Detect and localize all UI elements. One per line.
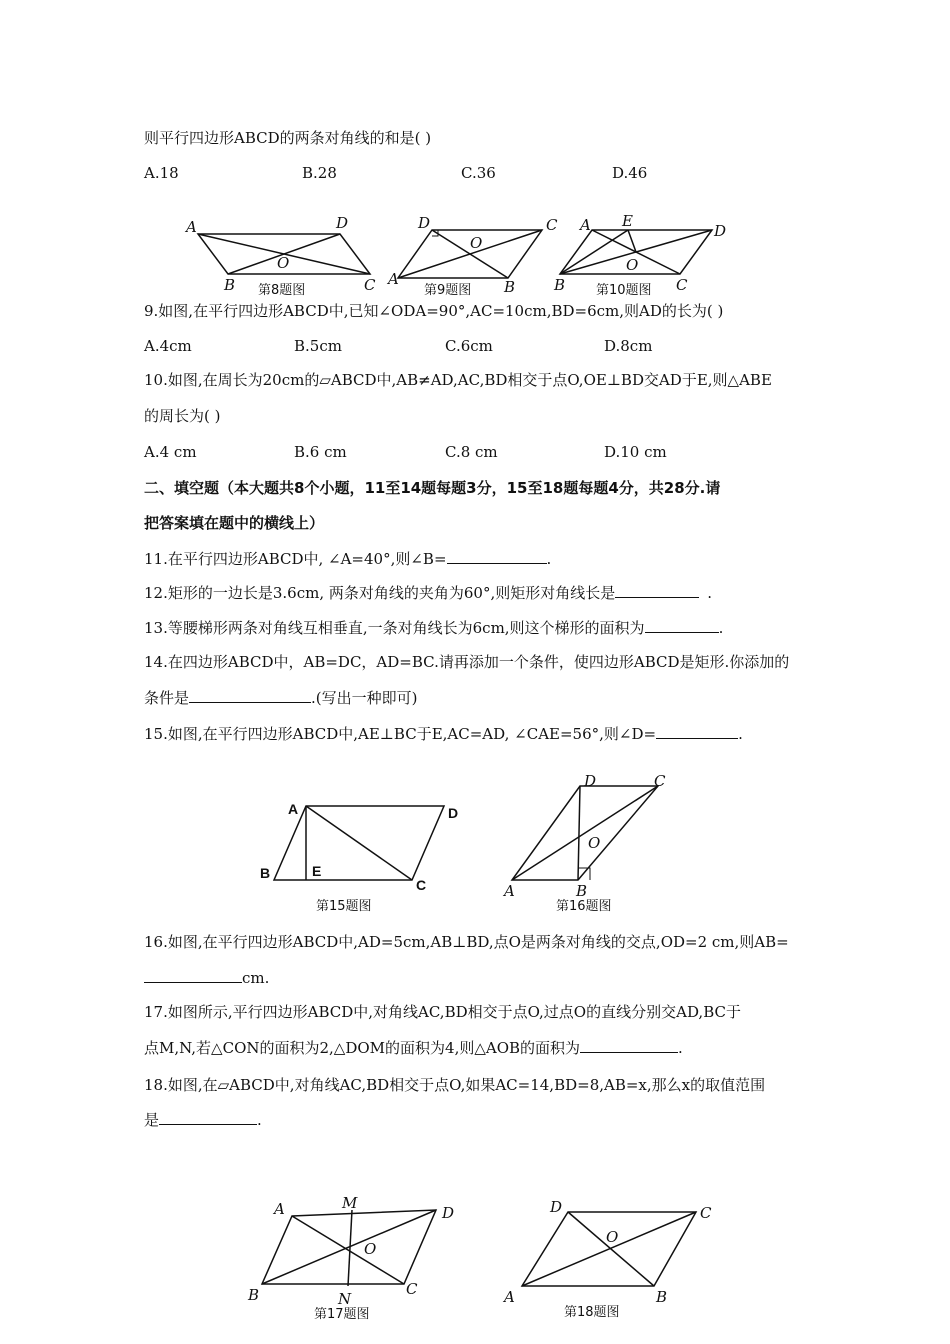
fig17-label-d: D <box>442 1204 455 1222</box>
fig15-label-e: E <box>312 863 322 879</box>
fig16-label-a: A <box>504 882 515 900</box>
fig18-label-b: B <box>656 1288 668 1306</box>
fig17-label-o: O <box>364 1240 377 1258</box>
q18-end: . <box>257 1111 262 1129</box>
q16-answer-blank[interactable] <box>144 968 242 983</box>
q18-line2 <box>144 1110 262 1130</box>
fig16-label-b: B <box>576 882 588 900</box>
q17-text: 点M,N,若△CON的面积为2,△DOM的面积为4,则△AOB的面积为 <box>144 1039 581 1057</box>
q13-answer-blank[interactable] <box>645 618 719 633</box>
q18-line1: 18.如图,在▱ABCD中,对角线AC,BD相交于点O,如果AC=14,BD=8,AB=x,那么x的取值范围 <box>144 1076 766 1094</box>
q10-option-d: D.10 cm <box>604 443 667 461</box>
q10-option-b: B.6 cm <box>294 443 347 461</box>
fig15-label-a: A <box>288 801 299 817</box>
fig9-caption: 第9题图 <box>424 283 472 298</box>
q14-line1: 14.在四边形ABCD中，AB=DC，AD=BC.请再添加一个条件，使四边形ABCD是矩形.你添加的 <box>144 653 790 671</box>
q8-option-a: A.18 <box>144 164 179 182</box>
figure-18 <box>500 1190 720 1326</box>
q8-stem: 则平行四边形ABCD的两条对角线的和是( ) <box>144 129 432 147</box>
fig8-label-b: B <box>224 276 236 294</box>
fig16-label-o: O <box>588 834 601 852</box>
q16-line1: 16.如图,在平行四边形ABCD中,AD=5cm,AB⊥BD,点O是两条对角线的交点,OD=2 cm,则AB= <box>144 933 789 951</box>
fig10-label-d: D <box>714 222 727 240</box>
q14-line2 <box>144 688 418 708</box>
q8-option-c: C.36 <box>461 164 496 182</box>
fig17-label-b: B <box>248 1286 260 1304</box>
fig17-label-a: A <box>274 1200 285 1218</box>
fig18-caption: 第18题图 <box>564 1305 620 1320</box>
figure-16 <box>498 770 678 920</box>
q11-answer-blank[interactable] <box>447 549 547 564</box>
q11 <box>144 549 551 569</box>
q18-prefix: 是 <box>144 1111 160 1129</box>
fig18-label-c: C <box>700 1204 712 1222</box>
fig16-label-c: C <box>654 772 666 790</box>
q10-option-c: C.8 cm <box>445 443 498 461</box>
figure-8 <box>180 212 380 300</box>
q11-text: 11.在平行四边形ABCD中, ∠A=40°,则∠B= <box>144 550 447 568</box>
fig10-caption: 第10题图 <box>596 283 652 298</box>
fig16-caption: 第16题图 <box>556 899 612 914</box>
fig17-caption: 第17题图 <box>314 1307 370 1322</box>
fig17-label-m: M <box>342 1194 358 1212</box>
fig10-label-o: O <box>626 256 639 274</box>
figure-10 <box>552 208 742 300</box>
q15-end: . <box>738 725 743 743</box>
q15 <box>144 724 743 744</box>
fig8-label-o: O <box>277 254 290 272</box>
q14-suffix: .(写出一种即可) <box>311 689 418 707</box>
fig9-label-c: C <box>546 216 558 234</box>
fig17-label-c: C <box>406 1280 418 1298</box>
q13 <box>144 618 723 638</box>
q17-end: . <box>678 1039 683 1057</box>
q16-suffix: cm. <box>242 969 270 987</box>
q13-end: . <box>718 619 724 637</box>
fig15-label-d: D <box>448 805 459 821</box>
q12-end: . <box>707 584 713 602</box>
q12-text: 12.矩形的一边长是3.6cm, 两条对角线的夹角为60°,则矩形对角线长是 <box>144 584 616 602</box>
q17-line2 <box>144 1038 683 1058</box>
q13-text: 13.等腰梯形两条对角线互相垂直,一条对角线长为6cm,则这个梯形的面积为 <box>144 619 645 637</box>
q18-answer-blank[interactable] <box>159 1110 257 1125</box>
q9-option-a: A.4cm <box>144 337 192 355</box>
fig18-label-o: O <box>606 1228 619 1246</box>
fig9-label-d: D <box>418 214 431 232</box>
fig10-label-e: E <box>622 212 633 230</box>
q12-answer-blank[interactable] <box>615 583 699 598</box>
q8-option-d: D.46 <box>612 164 648 182</box>
q10-option-a: A.4 cm <box>144 443 197 461</box>
fig15-caption: 第15题图 <box>316 899 372 914</box>
fig15-label-b: B <box>260 865 271 881</box>
q16-line2 <box>144 968 269 988</box>
q8-option-b: B.28 <box>302 164 337 182</box>
fig10-label-c: C <box>676 276 688 294</box>
q9-option-b: B.5cm <box>294 337 342 355</box>
q17-line1: 17.如图所示,平行四边形ABCD中,对角线AC,BD相交于点O,过点O的直线分别交AD,BC于 <box>144 1003 741 1021</box>
q14-answer-blank[interactable] <box>189 688 311 703</box>
fig9-label-o: O <box>470 234 483 252</box>
q10-stem-line2: 的周长为( ) <box>144 407 221 425</box>
q17-answer-blank[interactable] <box>580 1038 678 1053</box>
q12 <box>144 583 712 603</box>
fig18-label-d: D <box>550 1198 563 1216</box>
fig9-label-a: A <box>388 270 399 288</box>
q15-answer-blank[interactable] <box>656 724 738 739</box>
fig10-label-b: B <box>554 276 566 294</box>
fig8-label-a: A <box>186 218 197 236</box>
fig18-label-a: A <box>504 1288 515 1306</box>
figure-9 <box>386 212 561 300</box>
fig15-label-c: C <box>416 877 427 893</box>
q14-prefix: 条件是 <box>144 689 190 707</box>
fig16-label-d: D <box>584 772 597 790</box>
figure-17 <box>244 1190 464 1326</box>
figure-15 <box>256 794 476 920</box>
q11-end: . <box>546 550 552 568</box>
q9-option-c: C.6cm <box>445 337 493 355</box>
q15-text: 15.如图,在平行四边形ABCD中,AE⊥BC于E,AC=AD, ∠CAE=56°,则∠D= <box>144 725 657 743</box>
fig8-caption: 第8题图 <box>258 283 306 298</box>
fig17-label-n: N <box>338 1290 352 1308</box>
q9-stem: 9.如图,在平行四边形ABCD中,已知∠ODA=90°,AC=10cm,BD=6cm,则AD的长为( ) <box>144 302 724 320</box>
fig10-label-a: A <box>580 216 591 234</box>
q10-stem-line1: 10.如图,在周长为20cm的▱ABCD中,AB≠AD,AC,BD相交于点O,OE⊥BD交AD于E,则△ABE <box>144 371 772 389</box>
fig8-label-d: D <box>336 214 349 232</box>
fig8-label-c: C <box>364 276 376 294</box>
fig9-label-b: B <box>504 278 516 296</box>
section2-heading-line2: 把答案填在题中的横线上） <box>144 514 325 532</box>
section2-heading-line1: 二、填空题（本大题共8个小题，11至14题每题3分，15至18题每题4分，共28分.请 <box>144 479 721 497</box>
q9-option-d: D.8cm <box>604 337 653 355</box>
